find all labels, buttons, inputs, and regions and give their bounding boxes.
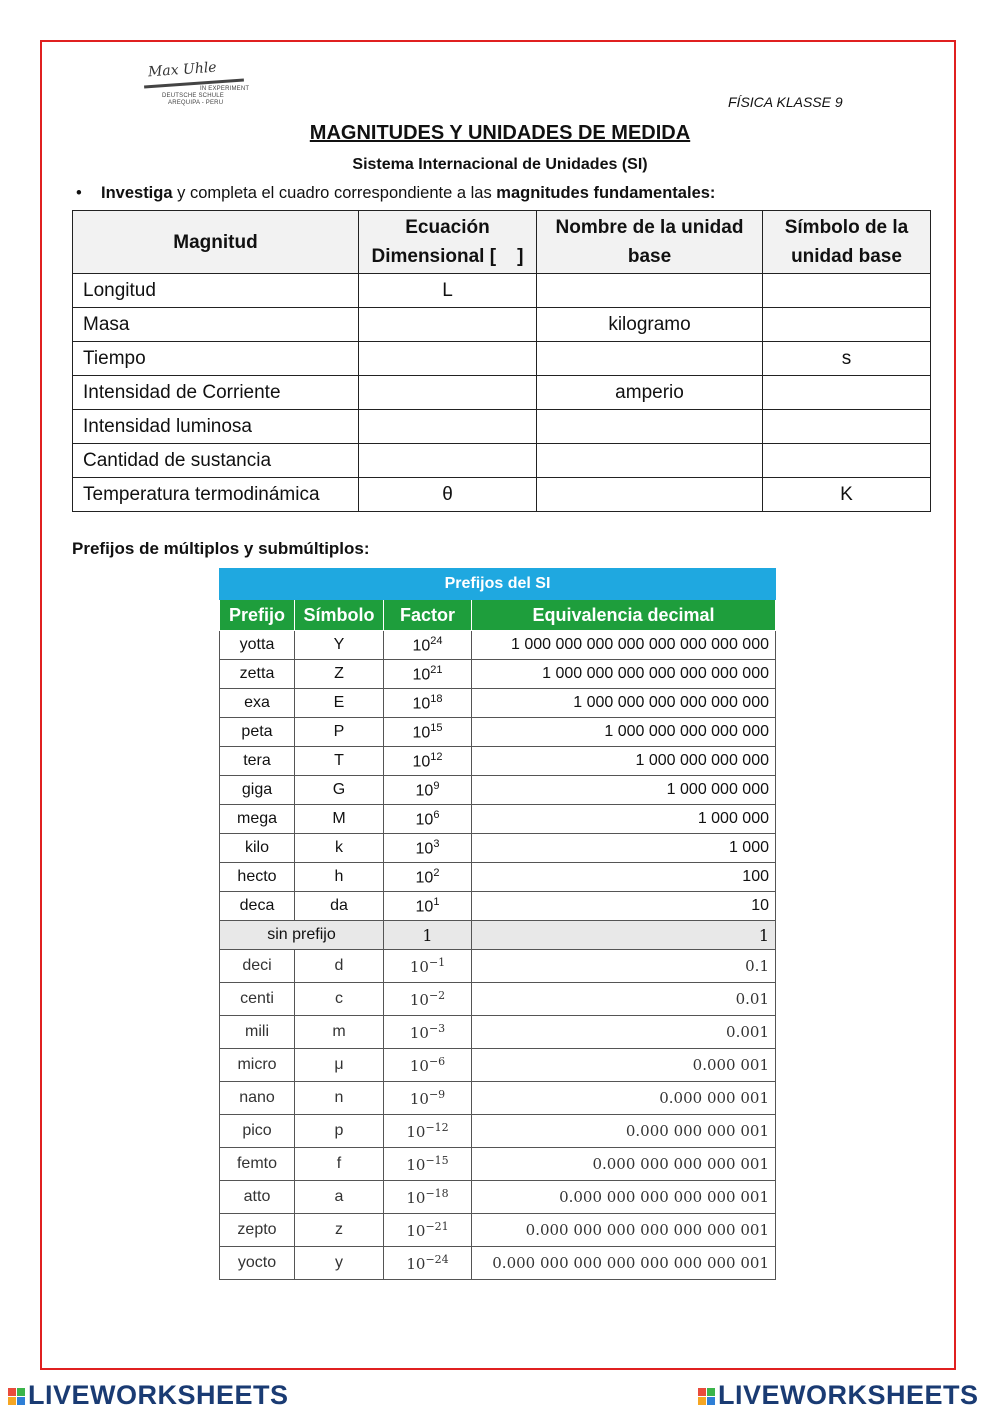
simbolo-cell[interactable] <box>763 308 931 342</box>
no-prefix-label: sin prefijo <box>220 921 384 950</box>
liveworksheets-brand-left <box>8 1380 289 1411</box>
prefix-decimal: 1 000 000 000 <box>472 776 776 805</box>
liveworksheets-logo-icon <box>698 1388 715 1405</box>
prefix-symbol: z <box>295 1214 384 1247</box>
prefix-symbol: k <box>295 834 384 863</box>
prefix-row <box>220 950 776 983</box>
prefix-row <box>220 1148 776 1181</box>
factor-exponent: −21 <box>425 1220 449 1233</box>
page-title: MAGNITUDES Y UNIDADES DE MEDIDA <box>309 122 691 144</box>
header-equivalencia: Equivalencia decimal <box>472 600 776 631</box>
ecuacion-cell[interactable]: L <box>359 274 537 308</box>
prefix-symbol: T <box>295 747 384 776</box>
simbolo-cell[interactable] <box>763 444 931 478</box>
no-prefix-row <box>220 921 776 950</box>
prefix-decimal: 1 000 000 <box>472 805 776 834</box>
prefix-decimal: 1 000 000 000 000 000 000 000 <box>472 660 776 689</box>
factor-base: 10 <box>406 1255 426 1273</box>
prefix-row <box>220 834 776 863</box>
factor-exponent: 15 <box>430 721 443 734</box>
header-ecuacion-l2: Dimensional [ ] <box>371 246 524 267</box>
prefix-symbol: m <box>295 1016 384 1049</box>
table-row <box>73 308 931 342</box>
prefix-row <box>220 863 776 892</box>
prefix-factor <box>384 660 472 689</box>
prefix-decimal: 0.001 <box>472 1016 776 1049</box>
factor-base: 10 <box>406 1123 426 1141</box>
prefix-decimal: 1 000 <box>472 834 776 863</box>
prefix-symbol: E <box>295 689 384 718</box>
factor-exponent: 18 <box>430 692 443 705</box>
table-row <box>73 274 931 308</box>
factor-exponent: −1 <box>428 956 446 969</box>
prefix-decimal: 0.000 000 000 001 <box>472 1115 776 1148</box>
prefix-symbol: y <box>295 1247 384 1280</box>
logo-line2: DEUTSCHE SCHULE <box>162 93 225 99</box>
prefix-decimal: 10 <box>472 892 776 921</box>
factor-exponent: −2 <box>428 989 446 1002</box>
prefix-row <box>220 1082 776 1115</box>
factor-exponent: 21 <box>430 663 443 676</box>
ecuacion-cell[interactable] <box>359 410 537 444</box>
simbolo-cell[interactable] <box>763 376 931 410</box>
prefix-name: mili <box>220 1016 295 1049</box>
factor-exponent: −15 <box>425 1154 449 1167</box>
factor-base: 10 <box>412 637 431 655</box>
prefix-decimal: 0.000 000 001 <box>472 1082 776 1115</box>
factor-base: 10 <box>415 782 434 800</box>
prefix-factor <box>384 1148 472 1181</box>
no-prefix-decimal: 1 <box>472 921 776 950</box>
prefix-symbol: f <box>295 1148 384 1181</box>
prefix-symbol: da <box>295 892 384 921</box>
prefix-factor <box>384 892 472 921</box>
logo-square <box>698 1397 706 1405</box>
nombre-cell[interactable]: kilogramo <box>537 308 763 342</box>
factor-base: 10 <box>415 840 434 858</box>
nombre-cell[interactable] <box>537 274 763 308</box>
prefix-name: giga <box>220 776 295 805</box>
header-nombre <box>537 211 763 274</box>
prefix-factor <box>384 834 472 863</box>
prefix-decimal: 0.000 000 000 000 000 000 001 <box>472 1214 776 1247</box>
si-prefixes-table <box>219 568 776 1280</box>
prefix-symbol: Z <box>295 660 384 689</box>
prefix-factor <box>384 689 472 718</box>
magnitud-cell: Intensidad luminosa <box>73 410 359 444</box>
prefix-symbol: n <box>295 1082 384 1115</box>
prefix-factor <box>384 1214 472 1247</box>
factor-base: 10 <box>406 1156 426 1174</box>
header-simbolo-l2: unidad base <box>791 246 902 267</box>
prefix-decimal: 0.1 <box>472 950 776 983</box>
prefix-row <box>220 660 776 689</box>
factor-base: 10 <box>409 1024 429 1042</box>
prefix-symbol: h <box>295 863 384 892</box>
prefix-name: yocto <box>220 1247 295 1280</box>
table-row <box>73 410 931 444</box>
header-nombre-l1: Nombre de la unidad <box>555 217 744 238</box>
prefix-symbol: μ <box>295 1049 384 1082</box>
magnitud-cell: Cantidad de sustancia <box>73 444 359 478</box>
instruction-bold1: Investiga <box>101 184 173 202</box>
page-subtitle: Sistema Internacional de Unidades (SI) <box>352 156 648 173</box>
ecuacion-cell[interactable] <box>359 376 537 410</box>
factor-exponent: −12 <box>425 1121 449 1134</box>
logo-square <box>17 1388 25 1396</box>
prefix-decimal: 0.000 000 000 000 001 <box>472 1148 776 1181</box>
header-simbolo: Símbolo <box>295 600 384 631</box>
prefix-name: pico <box>220 1115 295 1148</box>
prefix-decimal: 0.01 <box>472 983 776 1016</box>
factor-base: 10 <box>409 1090 429 1108</box>
factor-exponent: −18 <box>425 1187 449 1200</box>
prefix-name: femto <box>220 1148 295 1181</box>
prefix-decimal: 1 000 000 000 000 000 000 000 000 <box>472 631 776 660</box>
prefix-name: tera <box>220 747 295 776</box>
simbolo-cell[interactable] <box>763 274 931 308</box>
brand-text: LIVEWORKSHEETS <box>28 1380 289 1410</box>
logo-line1: IN EXPERIMENT <box>200 86 250 92</box>
prefix-row <box>220 631 776 660</box>
prefix-name: atto <box>220 1181 295 1214</box>
ecuacion-cell[interactable] <box>359 444 537 478</box>
factor-exponent: 1 <box>433 895 440 908</box>
prefix-name: nano <box>220 1082 295 1115</box>
ecuacion-cell[interactable] <box>359 342 537 376</box>
prefix-symbol: d <box>295 950 384 983</box>
school-logo <box>140 59 252 106</box>
magnitud-cell: Longitud <box>73 274 359 308</box>
prefix-factor <box>384 1181 472 1214</box>
prefix-name: peta <box>220 718 295 747</box>
logo-square <box>8 1397 16 1405</box>
factor-exponent: 6 <box>433 808 440 821</box>
prefix-name: zetta <box>220 660 295 689</box>
liveworksheets-brand-right <box>698 1380 979 1411</box>
fundamental-quantities-table <box>72 210 931 512</box>
liveworksheets-logo-icon <box>8 1388 25 1405</box>
prefix-name: mega <box>220 805 295 834</box>
logo-square <box>707 1397 715 1405</box>
prefix-name: deca <box>220 892 295 921</box>
prefix-name: deci <box>220 950 295 983</box>
factor-base: 10 <box>409 1057 429 1075</box>
magnitud-cell: Temperatura termodinámica <box>73 478 359 512</box>
header-ecuacion <box>359 211 537 274</box>
prefix-row <box>220 689 776 718</box>
factor-exponent: −3 <box>428 1022 446 1035</box>
prefix-symbol: Y <box>295 631 384 660</box>
prefix-name: centi <box>220 983 295 1016</box>
logo-line3: AREQUIPA - PERU <box>168 100 224 106</box>
prefix-row <box>220 1049 776 1082</box>
course-label: FÍSICA KLASSE 9 <box>728 94 843 110</box>
magnitud-cell: Intensidad de Corriente <box>73 376 359 410</box>
prefix-row <box>220 747 776 776</box>
prefix-name: micro <box>220 1049 295 1082</box>
prefix-name: kilo <box>220 834 295 863</box>
instruction-text1: y completa el cuadro correspondiente a las <box>172 184 497 202</box>
prefix-factor <box>384 1016 472 1049</box>
table-row <box>73 342 931 376</box>
prefix-decimal: 100 <box>472 863 776 892</box>
factor-exponent: 12 <box>430 750 443 763</box>
factor-exponent: −9 <box>428 1088 446 1101</box>
prefixes-title: Prefijos de múltiplos y submúltiplos: <box>72 539 370 558</box>
prefix-decimal: 0.000 000 000 000 000 001 <box>472 1181 776 1214</box>
instruction-bold2: magnitudes fundamentales: <box>496 184 716 202</box>
prefix-name: zepto <box>220 1214 295 1247</box>
instruction <box>76 184 715 203</box>
factor-exponent: 2 <box>433 866 440 879</box>
prefix-decimal: 0.000 000 000 000 000 000 000 001 <box>472 1247 776 1280</box>
magnitud-cell: Tiempo <box>73 342 359 376</box>
factor-base: 10 <box>409 991 429 1009</box>
simbolo-cell[interactable]: K <box>763 478 931 512</box>
prefix-name: hecto <box>220 863 295 892</box>
logo-square <box>8 1388 16 1396</box>
logo-square <box>698 1388 706 1396</box>
nombre-cell[interactable] <box>537 342 763 376</box>
prefix-row <box>220 892 776 921</box>
prefix-decimal: 1 000 000 000 000 <box>472 747 776 776</box>
prefix-factor <box>384 1082 472 1115</box>
header-simbolo <box>763 211 931 274</box>
prefix-factor <box>384 1049 472 1082</box>
header-nombre-l2: base <box>627 246 672 267</box>
factor-base: 10 <box>412 753 431 771</box>
prefixes-table-title: Prefijos del SI <box>220 569 776 600</box>
nombre-cell[interactable]: amperio <box>537 376 763 410</box>
prefix-symbol: G <box>295 776 384 805</box>
factor-exponent: −24 <box>425 1253 449 1266</box>
prefix-symbol: p <box>295 1115 384 1148</box>
prefix-decimal: 1 000 000 000 000 000 <box>472 718 776 747</box>
logo-square <box>707 1388 715 1396</box>
prefix-row <box>220 983 776 1016</box>
prefix-symbol: M <box>295 805 384 834</box>
nombre-cell[interactable] <box>537 410 763 444</box>
simbolo-cell[interactable]: s <box>763 342 931 376</box>
factor-exponent: 9 <box>433 779 440 792</box>
prefix-name: yotta <box>220 631 295 660</box>
prefix-row <box>220 776 776 805</box>
factor-exponent: 3 <box>433 837 440 850</box>
header-prefijo: Prefijo <box>220 600 295 631</box>
factor-base: 10 <box>406 1189 426 1207</box>
nombre-cell[interactable] <box>537 478 763 512</box>
table-row <box>73 444 931 478</box>
prefix-factor <box>384 950 472 983</box>
ecuacion-cell[interactable] <box>359 308 537 342</box>
prefix-factor <box>384 718 472 747</box>
factor-base: 10 <box>412 695 431 713</box>
factor-base: 10 <box>415 811 434 829</box>
prefix-factor <box>384 1115 472 1148</box>
prefix-factor <box>384 1247 472 1280</box>
table-row <box>73 478 931 512</box>
factor-base: 10 <box>409 958 429 976</box>
prefix-factor <box>384 805 472 834</box>
prefix-row <box>220 1214 776 1247</box>
prefix-factor <box>384 776 472 805</box>
factor-base: 10 <box>406 1222 426 1240</box>
ecuacion-cell[interactable]: θ <box>359 478 537 512</box>
prefix-name: exa <box>220 689 295 718</box>
logo-script: Max Uhle <box>147 59 218 81</box>
prefix-factor <box>384 983 472 1016</box>
factor-base: 10 <box>412 666 431 684</box>
table-row <box>73 376 931 410</box>
prefix-decimal: 0.000 001 <box>472 1049 776 1082</box>
prefix-factor <box>384 863 472 892</box>
header-magnitud: Magnitud <box>73 211 359 274</box>
nombre-cell[interactable] <box>537 444 763 478</box>
simbolo-cell[interactable] <box>763 410 931 444</box>
header-ecuacion-l1: Ecuación <box>405 217 490 238</box>
factor-base: 10 <box>415 898 434 916</box>
prefix-row <box>220 1247 776 1280</box>
factor-base: 10 <box>412 724 431 742</box>
brand-text: LIVEWORKSHEETS <box>718 1380 979 1410</box>
magnitud-cell: Masa <box>73 308 359 342</box>
prefix-symbol: P <box>295 718 384 747</box>
prefix-row <box>220 1181 776 1214</box>
factor-exponent: 24 <box>430 634 443 647</box>
prefix-factor <box>384 631 472 660</box>
logo-square <box>17 1397 25 1405</box>
prefix-decimal: 1 000 000 000 000 000 000 <box>472 689 776 718</box>
prefix-row <box>220 718 776 747</box>
factor-exponent: −6 <box>428 1055 446 1068</box>
prefix-row <box>220 805 776 834</box>
prefix-row <box>220 1016 776 1049</box>
header-simbolo-l1: Símbolo de la <box>784 217 909 238</box>
factor-base: 10 <box>415 869 434 887</box>
header-factor: Factor <box>384 600 472 631</box>
prefix-row <box>220 1115 776 1148</box>
no-prefix-factor: 1 <box>384 921 472 950</box>
prefix-symbol: c <box>295 983 384 1016</box>
bullet-icon: • <box>76 184 82 202</box>
prefix-factor <box>384 747 472 776</box>
prefix-symbol: a <box>295 1181 384 1214</box>
